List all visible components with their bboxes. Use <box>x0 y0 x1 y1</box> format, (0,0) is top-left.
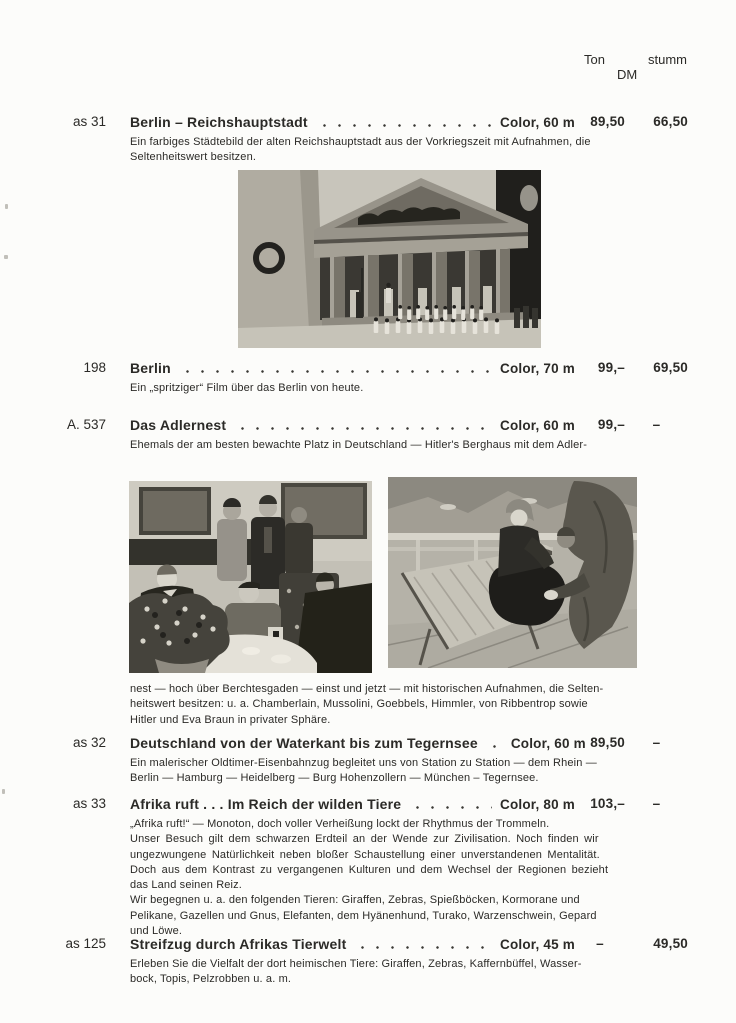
description-line: Ein malerischer Oldtimer-Eisenbahnzug begleitet uns von Station zu Station — dem Rhein — <box>130 757 597 769</box>
entry-title: Deutschland von der Waterkant bis zum Tegernsee <box>130 735 478 751</box>
entry-title: Berlin <box>130 360 171 376</box>
description-line: das Land seinen Reiz. <box>130 879 243 892</box>
film-format: Color, 80 m <box>500 797 575 812</box>
film-format: Color, 60 m <box>510 736 586 751</box>
description-line: heitswert besitzen: u. a. Chamberlain, Mussolini, Goebbels, Himmler, von Ribbentrop sowie <box>130 698 588 711</box>
film-format: Color, 60 m <box>500 115 575 130</box>
entry-title: Streifzug durch Afrikas Tierwelt <box>130 936 347 952</box>
price-ton: 103,– <box>590 796 625 811</box>
entry-row <box>60 113 688 166</box>
price-ton: 99,– <box>597 360 625 375</box>
description-line: Doch aus dem Kontrast zu vergangenen Kulturen und dem Wechsel der Regionen bezieht <box>130 863 609 876</box>
description-line: nest — hoch über Berchtesgaden — einst und jetzt — mit historischen Aufnahmen, die Selten- <box>130 683 604 695</box>
entry-row <box>60 416 688 453</box>
dot-leader <box>485 745 503 748</box>
item-number: as 31 <box>72 114 106 129</box>
photo-berghof-terrace <box>388 477 637 668</box>
entry-title: Berlin – Reichshauptstadt <box>130 114 308 130</box>
item-number: 198 <box>83 360 106 375</box>
description-line: bock, Topis, Pelzrobben u. a. m. <box>130 973 292 986</box>
price-ton: 89,50 <box>590 114 625 129</box>
description-line: ungezwungene Natürlichkeit neben bloßer Schaustellung einer unverstandenen Mentalität. <box>130 848 600 861</box>
scan-speck <box>2 789 5 794</box>
price-ton: – <box>596 936 604 951</box>
column-header-ton: Ton <box>584 52 605 67</box>
price-stumm: 69,50 <box>653 360 688 375</box>
dot-leader <box>353 946 492 949</box>
photo-neue-wache-parade <box>238 170 541 348</box>
dot-leader <box>178 370 492 373</box>
column-header-stumm: stumm <box>648 52 687 67</box>
description-line: Ein farbiges Städtebild der alten Reichshauptstadt aus der Vorkriegszeit mit Aufnahmen, die <box>130 136 591 148</box>
entry-title: Das Adlernest <box>130 417 227 433</box>
price-stumm: – <box>652 796 661 811</box>
entry-row <box>60 359 688 396</box>
price-stumm: 66,50 <box>653 114 688 129</box>
dot-leader <box>408 806 492 809</box>
description-line: und Löwe. <box>130 925 183 938</box>
continuation-paragraph <box>130 682 604 728</box>
scan-speck <box>5 204 8 209</box>
description-line: Hitler und Eva Braun in privater Sphäre. <box>130 713 331 726</box>
scan-speck <box>4 255 8 259</box>
film-format: Color, 45 m <box>500 937 575 952</box>
column-header-dm: DM <box>617 67 638 82</box>
description-line: „Afrika ruft!“ — Monoton, doch voller Verheißung lockt der Rhythmus der Trommeln. <box>130 818 550 830</box>
description-line: Unser Besuch gilt dem schwarzen Erdteil an der Wende zur Zivilisation. Noch finden wir <box>130 833 599 846</box>
item-number: A. 537 <box>66 417 106 432</box>
description-line: Seltenheitswert besitzen. <box>130 151 257 164</box>
photo-berghof-meeting <box>129 481 372 673</box>
entry-row <box>60 795 688 939</box>
dot-leader <box>315 124 492 127</box>
description-line: Berlin — Hamburg — Heidelberg — Burg Hohenzollern — München – Tegernsee. <box>130 772 539 785</box>
entry-row <box>60 935 688 988</box>
description-line: Ein „spritziger“ Film über das Berlin von heute. <box>130 382 364 394</box>
item-number: as 33 <box>72 796 106 811</box>
dot-leader <box>233 427 492 430</box>
price-stumm: – <box>652 735 661 750</box>
entry-row <box>60 734 688 787</box>
description-line: Erleben Sie die Vielfalt der dort heimischen Tiere: Giraffen, Zebras, Kaffernbüffel, Wasser- <box>130 958 582 970</box>
film-format: Color, 60 m <box>500 418 575 433</box>
description-line: Pelikane, Gazellen und Gnus, Elefanten, dem Hyänenhund, Turako, Warzenschwein, Gepard <box>130 909 597 922</box>
price-ton: 99,– <box>597 417 625 432</box>
description-line: Ehemals der am besten bewachte Platz in Deutschland — Hitler's Berghaus mit dem Adler- <box>130 439 588 451</box>
item-number: as 125 <box>65 936 106 951</box>
item-number: as 32 <box>72 735 106 750</box>
description-line: Wir begegnen u. a. den folgenden Tieren: Giraffen, Zebras, Spießböcken, Kormorane und <box>130 894 580 907</box>
price-stumm: – <box>652 417 661 432</box>
price-stumm: 49,50 <box>653 936 688 951</box>
film-format: Color, 70 m <box>500 361 575 376</box>
entry-title: Afrika ruft . . . Im Reich der wilden Tiere <box>130 796 402 812</box>
price-ton: 89,50 <box>590 735 625 750</box>
